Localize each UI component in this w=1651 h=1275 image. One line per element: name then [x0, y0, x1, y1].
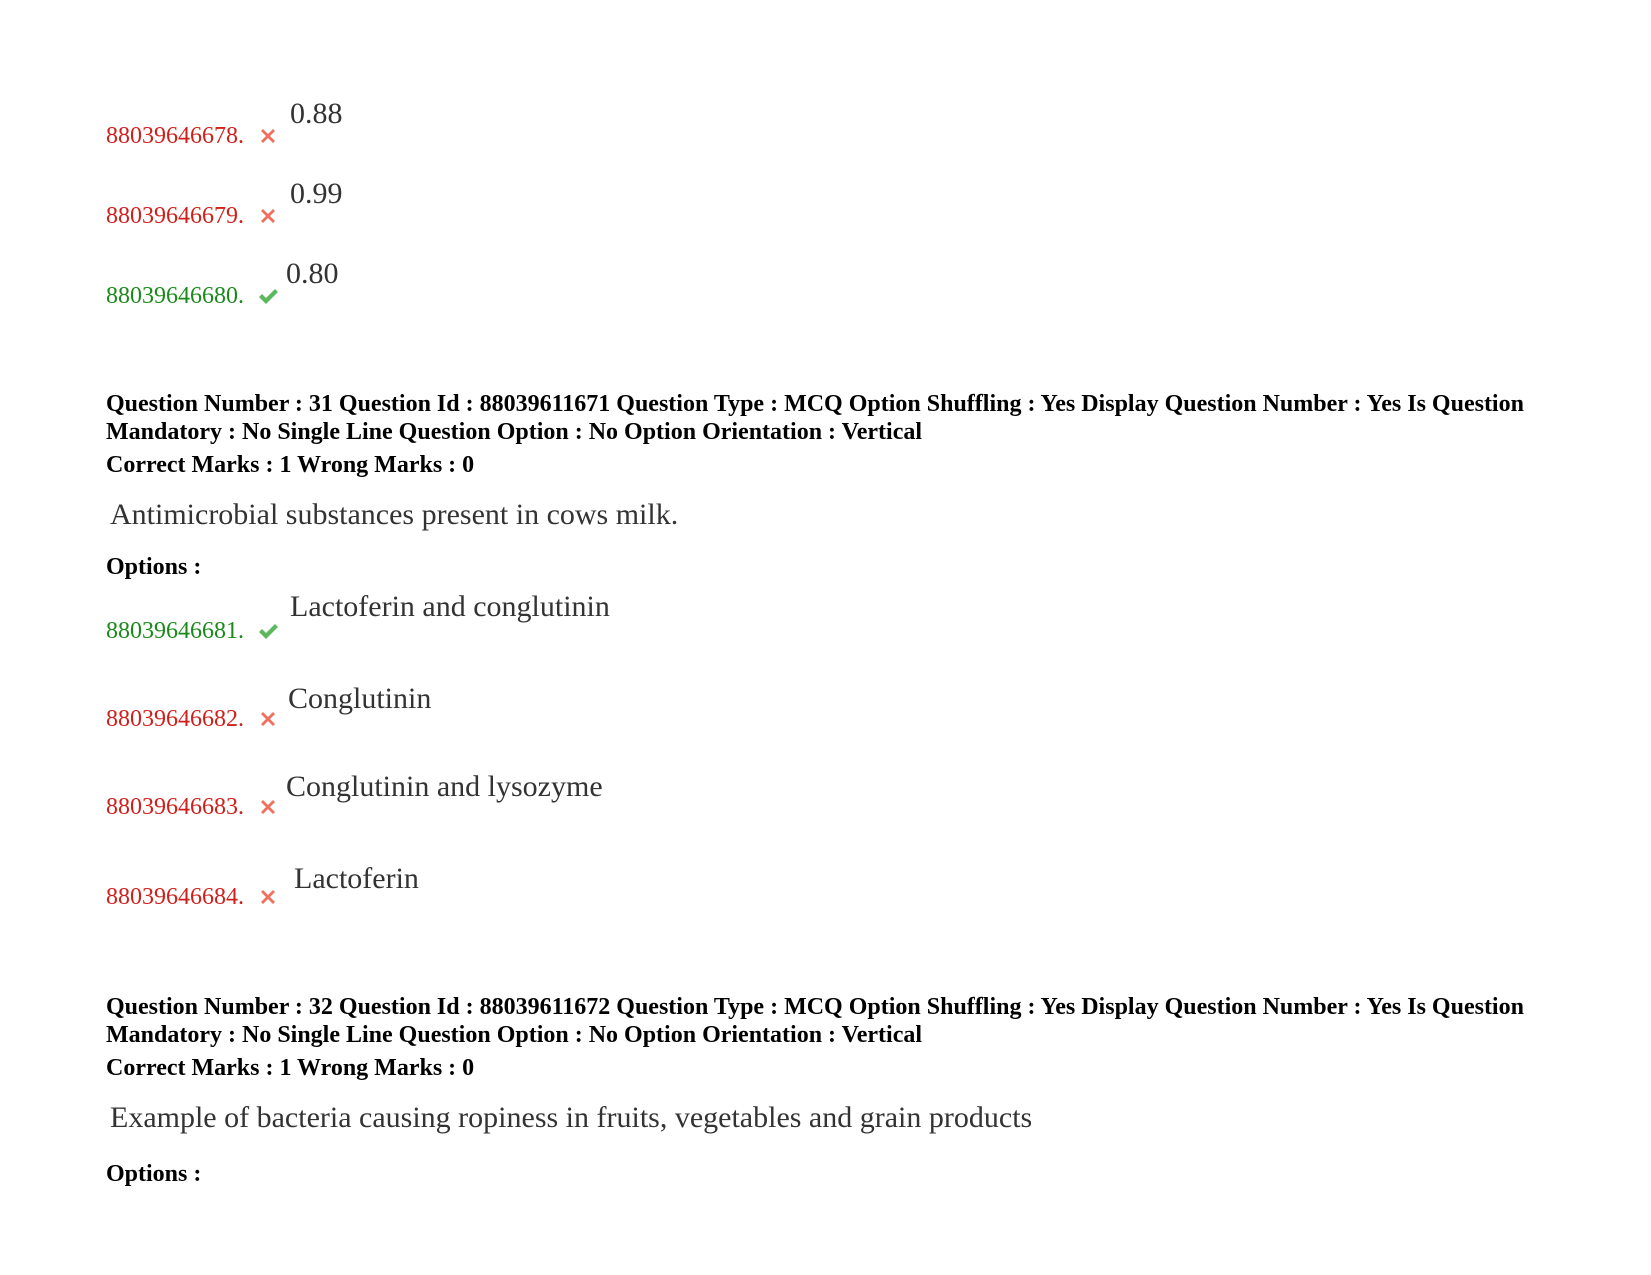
question-31-meta: Question Number : 31 Question Id : 88039611671 Question Type : MCQ Option Shuffling : Yes Display Question Number : Yes Is Question Mandatory : No Single Line Question Option : No Option Orientation : Vertical [106, 391, 1524, 445]
option-id: 88039646682. [106, 706, 244, 732]
option-text: 0.99 [290, 177, 343, 210]
cross-icon [256, 885, 280, 909]
question-31-text: Antimicrobial substances present in cows milk. [110, 498, 679, 531]
check-icon [256, 284, 280, 308]
option-text: Lactoferin [294, 862, 419, 895]
question-32-marks: Correct Marks : 1 Wrong Marks : 0 [106, 1055, 475, 1081]
option-row [106, 585, 1106, 645]
option-text: Conglutinin and lysozyme [286, 770, 603, 803]
cross-icon [256, 204, 280, 228]
option-id: 88039646680. [106, 283, 244, 309]
question-32-options-label: Options : [106, 1161, 202, 1187]
cross-icon [256, 707, 280, 731]
option-id: 88039646684. [106, 884, 244, 910]
question-32-text: Example of bacteria causing ropiness in fruits, vegetables and grain products [110, 1101, 1033, 1134]
question-31-options-label: Options : [106, 554, 202, 580]
option-id: 88039646678. [106, 123, 244, 149]
option-row [106, 90, 1106, 150]
check-icon [256, 619, 280, 643]
question-32-meta: Question Number : 32 Question Id : 88039611672 Question Type : MCQ Option Shuffling : Yes Display Question Number : Yes Is Question Mandatory : No Single Line Question Option : No Option Orientation : Vertical [106, 994, 1524, 1048]
cross-icon [256, 795, 280, 819]
option-text: 0.88 [290, 97, 343, 130]
option-text: 0.80 [286, 257, 339, 290]
option-row [106, 170, 1106, 230]
option-row [106, 851, 1106, 911]
question-31-marks: Correct Marks : 1 Wrong Marks : 0 [106, 452, 475, 478]
option-row [106, 761, 1106, 821]
option-row [106, 250, 1106, 310]
option-text: Lactoferin and conglutinin [290, 590, 610, 623]
option-id: 88039646681. [106, 618, 244, 644]
option-row [106, 673, 1106, 733]
option-id: 88039646679. [106, 203, 244, 229]
cross-icon [256, 124, 280, 148]
option-text: Conglutinin [288, 682, 432, 715]
option-id: 88039646683. [106, 794, 244, 820]
